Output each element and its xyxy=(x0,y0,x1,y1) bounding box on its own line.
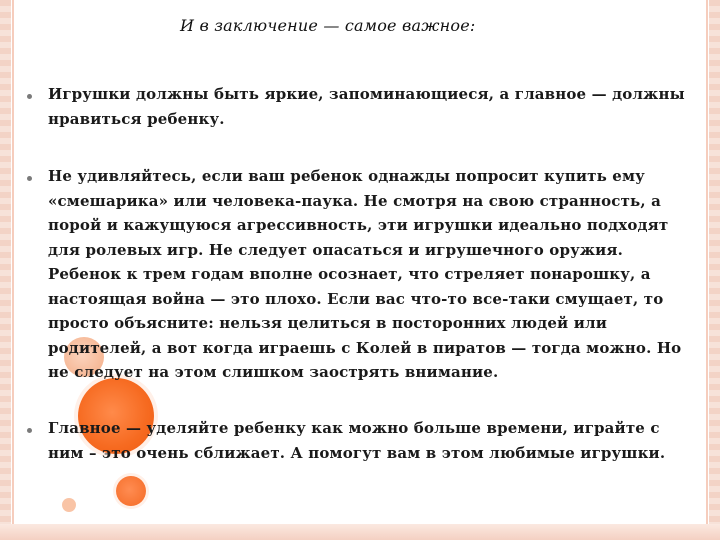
decorative-circle-orange-small xyxy=(116,476,146,506)
slide-title: И в заключение — самое важное: xyxy=(180,16,476,35)
bullet-text-spend-time: Главное — уделяйте ребенку как можно больше времени, играйте с ним – это очень сближает. А помогут вам в этом любимые игрушки. xyxy=(48,419,666,462)
right-border-decoration xyxy=(709,0,720,540)
bullet-marker xyxy=(27,94,32,99)
left-border-decoration xyxy=(0,0,11,540)
bullet-text-toys-bright: Игрушки должны быть яркие, запоминающиеся, а главное — должны нравиться ребенку. xyxy=(48,85,685,128)
bullet-marker xyxy=(27,176,32,181)
right-border-line xyxy=(706,0,708,540)
decorative-circle-tiny xyxy=(62,498,76,512)
bottom-border-decoration xyxy=(0,524,720,540)
left-border-line xyxy=(12,0,14,540)
bullet-marker xyxy=(27,428,32,433)
bullet-text-dont-be-surprised: Не удивляйтесь, если ваш ребенок однажды попросит купить ему «смешарика» или человека-паука. Не смотря на свою странность, а порой и кажущуюся агрессивность, эти игрушки идеально подходят для ролевых игр. Не следует опасаться и игрушечного оружия. Ребенок к трем годам вполне осознает, что стреляет понарошку, а настоящая война — это плохо. Если вас что-то все-таки смущает, то просто объясните: нельзя целиться в посторонних людей или родителей, а вот когда играешь с Колей в пиратов — тогда можно. Но не следует на этом слишком заострять внимание. xyxy=(48,167,682,381)
